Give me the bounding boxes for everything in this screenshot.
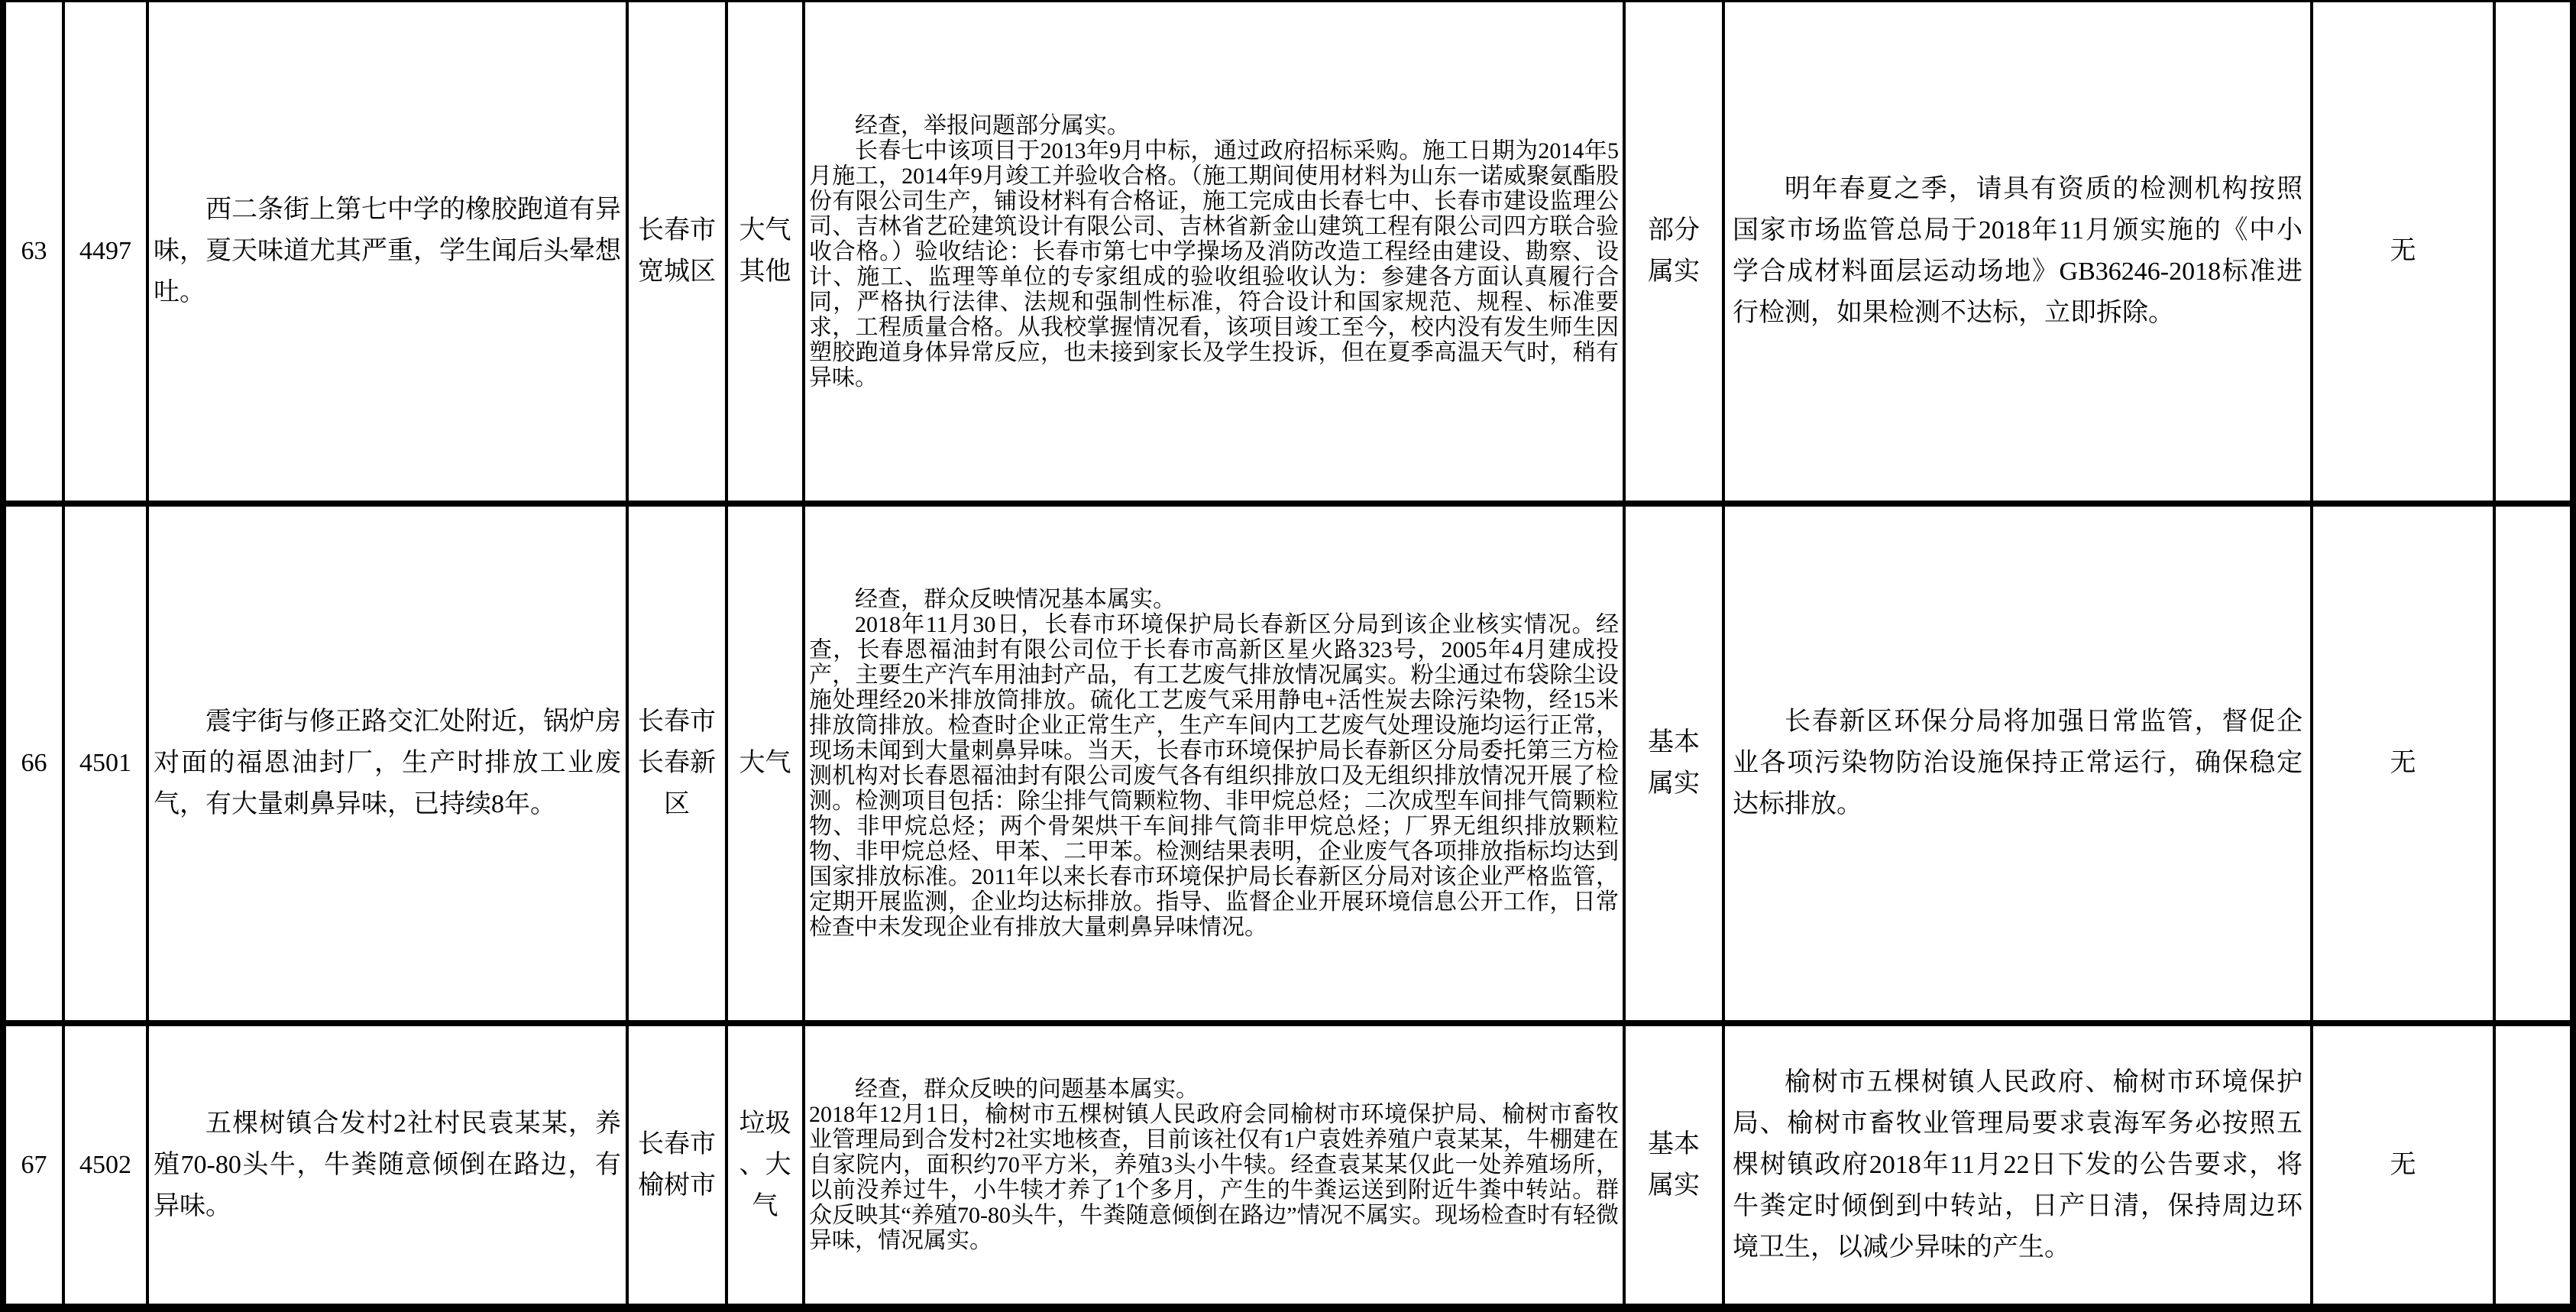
- pollution-type-line: 、大: [739, 1150, 791, 1179]
- pollution-type-cell: [728, 2, 805, 501]
- case-id-cell: [65, 2, 149, 501]
- location-cell: [629, 2, 728, 501]
- complaint-text: 五棵树镇合发村2社村民袁某某，养殖70-80头牛，牛粪随意倾倒在路边，有异味。: [154, 1109, 621, 1220]
- case-id-cell: [65, 507, 149, 1020]
- table-row: [0, 507, 2576, 1026]
- action-text: 榆树市五棵树镇人民政府、榆树市环境保护局、榆树市畜牧业管理局要求袁海军务必按照五棵树镇政府2018年11月22日下发的公告要求，将牛粪定时倾倒到中转站，日产日清，保持周边环境卫生，以减少异味的产生。: [1733, 1067, 2303, 1262]
- verification-status-cell: [1626, 2, 1725, 501]
- verification-status-line: 属实: [1648, 769, 1700, 798]
- location-line: 区: [664, 790, 690, 818]
- case-id: 4501: [79, 749, 131, 777]
- case-id-cell: [65, 1026, 149, 1304]
- verification-status-line: 属实: [1648, 1171, 1700, 1200]
- remark-text: 无: [2390, 749, 2416, 777]
- pollution-type-cell: [728, 507, 805, 1020]
- investigation-paragraph: 2018年12月1日，榆树市五棵树镇人民政府会同榆树市环境保护局、榆树市畜牧业管理局到合发村2社实地核查，目前该社仅有1户袁姓养殖户袁某某，牛棚建在自家院内，面积约70平方米，养殖3头小牛犊。经查袁某某仅此一处养殖场所，以前没养过牛，小牛犊才养了1个多月，产生的牛粪运送到附近牛粪中转站。群众反映其“养殖70-80头牛，牛粪随意倾倒在路边”情况不属实。现场检查时有轻微异味，情况属实。: [809, 1102, 1619, 1253]
- complaint-text: 震宇街与修正路交汇处附近，锅炉房对面的福恩油封厂，生产时排放工业废气，有大量刺鼻异味，已持续8年。: [154, 708, 621, 818]
- verification-status-cell: [1626, 1026, 1725, 1304]
- investigation-cell: [805, 1026, 1626, 1304]
- pollution-type-line: 大气: [739, 749, 791, 777]
- action-cell: [1725, 2, 2313, 501]
- complaint-cell: [149, 1026, 629, 1304]
- location-line: 长春市: [638, 1129, 716, 1158]
- row-number: 67: [21, 1150, 47, 1179]
- empty-cell: [2496, 2, 2576, 501]
- remark-cell: [2313, 1026, 2496, 1304]
- location-line: 宽城区: [638, 258, 716, 286]
- remark-cell: [2313, 2, 2496, 501]
- row-number: 63: [21, 237, 47, 265]
- row-number-cell: [0, 1026, 65, 1304]
- verification-status-line: 部分: [1648, 216, 1700, 245]
- row-number-cell: [0, 2, 65, 501]
- row-number: 66: [21, 749, 47, 777]
- verification-status-line: 属实: [1648, 258, 1700, 286]
- location-line: 榆树市: [638, 1171, 716, 1200]
- empty-cell: [2496, 1026, 2576, 1304]
- complaint-text: 西二条街上第七中学的橡胶跑道有异味，夏天味道尤其严重，学生闻后头晕想吐。: [154, 196, 621, 306]
- investigation-cell: [805, 2, 1626, 501]
- pollution-type-line: 大气: [739, 216, 791, 245]
- table-row: [0, 1026, 2576, 1312]
- investigation-paragraph: 经查，群众反映的问题基本属实。: [855, 1077, 1199, 1102]
- action-cell: [1725, 507, 2313, 1020]
- row-number-cell: [0, 507, 65, 1020]
- complaint-cell: [149, 2, 629, 501]
- action-text: 长春新区环保分局将加强日常监管，督促企业各项污染物防治设施保持正常运行，确保稳定达标排放。: [1733, 708, 2303, 818]
- location-line: 长春新: [638, 749, 716, 777]
- action-text: 明年春夏之季，请具有资质的检测机构按照国家市场监管总局于2018年11月颁实施的《中小学合成材料面层运动场地》GB36246-2018标准进行检测，如果检测不达标，立即拆除。: [1733, 175, 2303, 327]
- location-line: 长春市: [638, 216, 716, 245]
- remark-text: 无: [2390, 237, 2416, 265]
- table-row: [0, 2, 2576, 507]
- empty-cell: [2496, 507, 2576, 1020]
- location-cell: [629, 1026, 728, 1304]
- investigation-paragraph: 长春七中该项目于2013年9月中标，通过政府招标采购。施工日期为2014年5月施工，2014年9月竣工并验收合格。（施工期间使用材料为山东一诺威聚氨酯股份有限公司生产，铺设材料有合格证，施工完成由长春七中、长春市建设监理公司、吉林省艺砼建筑设计有限公司、吉林省新金山建筑工程有限公司四方联合验收合格。）验收结论：长春市第七中学操场及消防改造工程经由建设、勘察、设计、施工、监理等单位的专家组成的验收组验收认为：参建各方面认真履行合同，严格执行法律、法规和强制性标准，符合设计和国家规范、规程、标准要求，工程质量合格。从我校掌握情况看，该项目竣工至今，校内没有发生师生因塑胶跑道身体异常反应，也未接到家长及学生投诉，但在夏季高温天气时，稍有异味。: [809, 138, 1619, 390]
- case-id: 4502: [79, 1150, 131, 1179]
- remark-text: 无: [2390, 1150, 2416, 1179]
- investigation-paragraph: 经查，群众反映情况基本属实。: [855, 587, 1176, 612]
- verification-status-line: 基本: [1648, 1129, 1700, 1158]
- pollution-type-line: 气: [752, 1191, 778, 1220]
- location-line: 长春市: [638, 708, 716, 736]
- location-cell: [629, 507, 728, 1020]
- verification-status-cell: [1626, 507, 1725, 1020]
- remark-cell: [2313, 507, 2496, 1020]
- case-id: 4497: [79, 237, 131, 265]
- investigation-paragraph: 经查，举报问题部分属实。: [855, 112, 1130, 138]
- pollution-type-line: 其他: [739, 258, 791, 286]
- verification-status-line: 基本: [1648, 728, 1700, 756]
- pollution-type-line: 垃圾: [739, 1109, 791, 1138]
- action-cell: [1725, 1026, 2313, 1304]
- pollution-type-cell: [728, 1026, 805, 1304]
- investigation-paragraph: 2018年11月30日，长春市环境保护局长春新区分局到该企业核实情况。经查，长春恩福油封有限公司位于长春市高新区星火路323号，2005年4月建成投产，主要生产汽车用油封产品，有工艺废气排放情况属实。粉尘通过布袋除尘设施处理经20米排放筒排放。硫化工艺废气采用静电+活性炭去除污染物，经15米排放筒排放。检查时企业正常生产，生产车间内工艺废气处理设施均运行正常，现场未闻到大量刺鼻异味。当天，长春市环境保护局长春新区分局委托第三方检测机构对长春恩福油封有限公司废气各有组织排放口及无组织排放情况开展了检测。检测项目包括：除尘排气筒颗粒物、非甲烷总烃；二次成型车间排气筒颗粒物、非甲烷总烃；两个骨架烘干车间排气筒非甲烷总烃；厂界无组织排放颗粒物、非甲烷总烃、甲苯、二甲苯。检测结果表明，企业废气各项排放指标均达到国家排放标准。2011年以来长春市环境保护局长春新区分局对该企业严格监管，定期开展监测，企业均达标排放。指导、监督企业开展环境信息公开工作，日常检查中未发现企业有排放大量刺鼻异味情况。: [809, 612, 1619, 940]
- complaint-cell: [149, 507, 629, 1020]
- investigation-cell: [805, 507, 1626, 1020]
